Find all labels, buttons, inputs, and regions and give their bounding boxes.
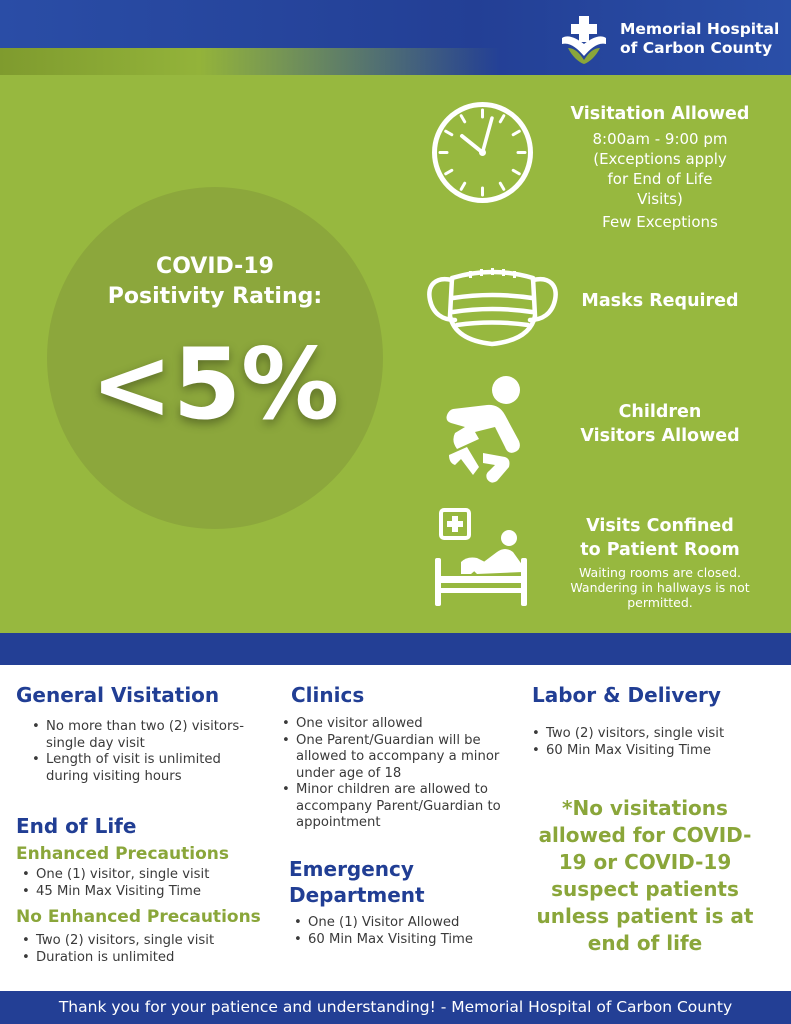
header-green-stripe (0, 48, 500, 75)
confined-title (555, 514, 765, 562)
list-item: • 60 Min Max Visiting Time (292, 932, 532, 949)
clinics-list (280, 716, 520, 832)
confined-note-line1: Waiting rooms are closed. (578, 565, 741, 580)
positivity-title-line1: COVID-19 (156, 254, 274, 279)
confined-note-line3: permitted. (627, 595, 693, 610)
no-enhanced-precautions-list (20, 933, 260, 966)
emergency-heading-line1: Emergency (289, 857, 414, 881)
visitation-title: Visitation Allowed (570, 104, 750, 124)
list-item: • One visitor allowed (280, 716, 520, 733)
enhanced-precautions-heading: Enhanced Precautions (16, 844, 229, 864)
visitation-note: Few Exceptions (602, 213, 718, 231)
visitation-exception-line3: Visits) (637, 190, 683, 208)
divider-band (0, 633, 791, 665)
emergency-department-heading (289, 856, 425, 908)
face-mask-icon (425, 262, 560, 347)
confined-title-line1: Visits Confined (586, 516, 734, 536)
visitation-exception-line1: (Exceptions apply (593, 150, 727, 168)
header-bar (0, 0, 791, 75)
no-enhanced-precautions-heading: No Enhanced Precautions (16, 907, 261, 927)
children-title (555, 400, 765, 448)
visitation-details (555, 129, 765, 232)
hospital-bed-icon (433, 508, 533, 608)
cross-heart-logo-icon (558, 14, 610, 64)
list-item: • One (1) Visitor Allowed (292, 915, 532, 932)
general-visitation-heading: General Visitation (16, 683, 220, 707)
masks-title: Masks Required (581, 291, 739, 311)
enhanced-precautions-list (20, 867, 260, 900)
confined-note-line2: Wandering in hallways is not (570, 580, 750, 595)
end-of-life-heading: End of Life (16, 814, 137, 838)
confined-note (555, 565, 765, 610)
list-item: • 60 Min Max Visiting Time (530, 743, 770, 760)
covid-visitation-note: *No visitations allowed for COVID- 19 or COVID-19 suspect patients unless patient is at end of life (536, 796, 754, 955)
children-title-line1: Children (618, 402, 702, 422)
list-item: • Duration is unlimited (20, 950, 260, 967)
emergency-heading-line2: Department (289, 883, 425, 907)
labor-delivery-heading: Labor & Delivery (532, 683, 721, 707)
positivity-title-line2: Positivity Rating: (107, 284, 323, 309)
positivity-value: <5% (90, 328, 340, 442)
list-item: • One Parent/Guardian will be allowed to accompany a minor under age of 18 (280, 733, 520, 783)
list-item: • No more than two (2) visitors- single day visit (30, 719, 270, 752)
visitation-exception-line2: for End of Life (607, 170, 713, 188)
general-visitation-list (30, 719, 270, 785)
list-item: • One (1) visitor, single visit (20, 867, 260, 884)
children-title-line2: Visitors Allowed (580, 426, 740, 446)
clinics-heading: Clinics (291, 683, 365, 707)
list-item: • Two (2) visitors, single visit (530, 726, 770, 743)
positivity-title (60, 252, 370, 312)
clock-icon (430, 100, 535, 205)
org-name-line2: of Carbon County (620, 39, 773, 57)
visitation-hours: 8:00am - 9:00 pm (592, 130, 728, 148)
emergency-list (292, 915, 532, 948)
labor-delivery-list (530, 726, 770, 759)
list-item: • Length of visit is unlimited during visiting hours (30, 752, 270, 785)
org-name (620, 20, 785, 58)
list-item: • 45 Min Max Visiting Time (20, 884, 260, 901)
child-crawling-icon (443, 375, 533, 485)
list-item: • Minor children are allowed to accompany Parent/Guardian to appointment (280, 782, 520, 832)
list-item: • Two (2) visitors, single visit (20, 933, 260, 950)
footer-bar (0, 991, 791, 1024)
org-name-line1: Memorial Hospital (620, 20, 780, 38)
footer-text: Thank you for your patience and understanding! - Memorial Hospital of Carbon County (58, 998, 733, 1016)
confined-title-line2: to Patient Room (580, 540, 740, 560)
